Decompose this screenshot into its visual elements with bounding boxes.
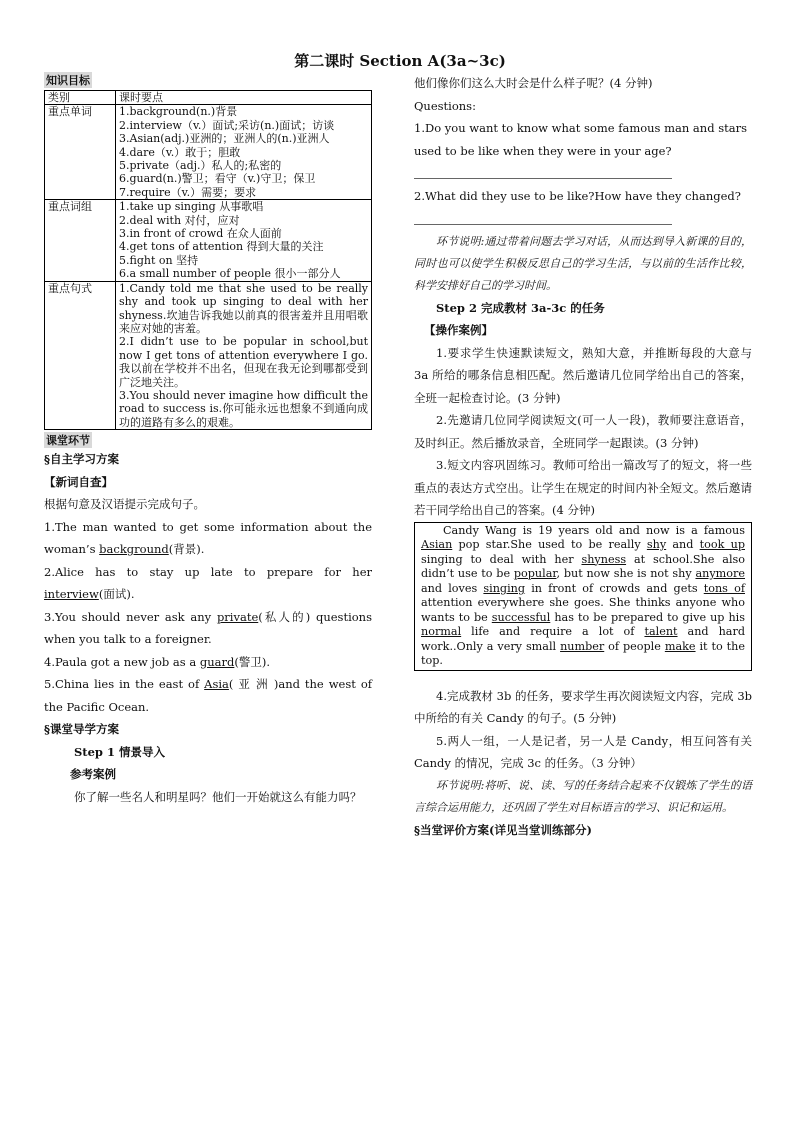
table-item: 3.in front of crowd 在众人面前 <box>119 227 282 241</box>
items-cell <box>116 200 372 281</box>
new-words-heading: 【新词自查】 <box>44 474 113 489</box>
category-cell: 重点词组 <box>45 200 116 281</box>
section-note-2: 环节说明:将听、说、读、写的任务结合起来不仅锻炼了学生的语言综合运用能力，还巩固了学生对目标语言的学习、识记和运用。 <box>414 778 752 814</box>
answer-word: Asia <box>204 677 229 692</box>
left-column <box>44 72 372 808</box>
header-category: 类别 <box>45 91 116 105</box>
ref-text: 你了解一些名人和明星吗？他们一开始就这么有能力吗？ <box>74 789 362 804</box>
step2-heading: Step 2 完成教材 3a-3c 的任务 <box>436 300 605 315</box>
sentence-1: 1.The man wanted to get some information about the woman’s background(背景). <box>44 519 372 557</box>
table-row <box>45 105 372 200</box>
right-column <box>414 72 752 841</box>
question-1: 1.Do you want to know what some famous man and stars used to be like when they were in your age? <box>414 121 747 158</box>
items-cell <box>116 281 372 429</box>
table-item: 6.guard(n.)警卫；看守（v.)守卫；保卫 <box>119 172 316 186</box>
table-item: 2.I didn’t use to be popular in school,but now I get tons of attention everywhere I go.我以前在学校并不出名，但现在我无论到哪都受到广泛地关注。 <box>119 335 368 389</box>
table-item: 2.interview（v.）面试;采访(n.)面试；访谈 <box>119 118 335 132</box>
ref-continued: 他们像你们这么大时会是什么样子呢？(4 分钟) <box>414 76 653 90</box>
table-item: 1.Candy told me that she used to be really shy and took up singing to deal with her shyness.坎迪告诉我她以前真的很害羞并且用唱歌来应对她的害羞。 <box>119 281 368 335</box>
step1-heading: Step 1 情景导入 <box>74 744 165 759</box>
table-item: 5.fight on 坚持 <box>119 253 199 267</box>
class-heading: 课堂环节 <box>46 434 90 448</box>
table-item: 2.deal with 对付，应对 <box>119 213 240 227</box>
instruction-text: 根据句意及汉语提示完成句子。 <box>44 497 205 512</box>
question-2: 2.What did they use to be like?How have they changed? <box>414 189 741 203</box>
answer-word: guard <box>199 654 235 669</box>
procedure-5: 5.两人一组，一人是记者，另一人是 Candy，相互问答有关 Candy 的情况，完成 3c 的任务。（3 分钟） <box>414 733 752 770</box>
procedure-4: 4.完成教材 3b 的任务，要求学生再次阅读短文内容，完成 3b 中所给的有关 Candy 的句子。(5 分钟) <box>414 688 752 725</box>
sentence-4: 4.Paula got a new job as a guard(警卫). <box>44 654 270 669</box>
answer-word: interview <box>44 587 99 602</box>
table-item: 3.You should never imagine how difficult the road to success is.你可能永远也想象不到通向成功的道路有多么的艰难。 <box>119 388 368 429</box>
passage-box: Candy Wang is 19 years old and now is a famous Asian pop star.She used to be really shy and took up singing to deal with her shyness at school.She also didn’t use to be popular, but now she is not shy anymore and loves singing in front of crowds and gets tons of attention everywhere she goes. She thinks anyone who wants to be successful has to be prepared to give up his normal life and require a lot of talent and hard work..Only a very small number of people make it to the top. <box>414 522 752 671</box>
table-item: 5.private（adj.）私人的;私密的 <box>119 159 282 173</box>
header-points: 课时要点 <box>116 91 372 105</box>
table-header-row <box>45 91 372 105</box>
table-row <box>45 200 372 281</box>
procedure-2: 2.先邀请几位同学阅读短文(可一人一段)，教师要注意语音，及时纠正。然后播放录音，全班同学一起跟读。(3 分钟) <box>414 413 752 450</box>
answer-word: background <box>99 542 169 557</box>
operation-heading: 【操作案例】 <box>424 323 493 337</box>
answer-word: private <box>216 609 259 624</box>
questions-label: Questions: <box>414 98 476 113</box>
table-item: 1.background(n.)背景 <box>119 105 238 119</box>
table-item: 4.dare（v.）敢于；胆敢 <box>119 145 241 159</box>
evaluation-heading: §当堂评价方案(详见当堂训练部分) <box>414 822 592 837</box>
section-note-1: 环节说明:通过带着问题去学习对话，从而达到导入新课的目的，同时也可以使学生积极反思自己的学习生活，与以前的生活作比较，科学安排好自己的学习时间。 <box>414 234 752 292</box>
ref-heading: 参考案例 <box>70 767 116 782</box>
items-cell <box>116 105 372 200</box>
procedure-3: 3.短文内容巩固练习。教师可给出一篇改写了的短文，将一些重点的表达方式空出。让学生在规定的时间内补全短文。然后邀请若干同学给出自己的答案。(4 分钟) <box>414 458 752 517</box>
answer-line <box>414 164 672 179</box>
category-cell: 重点句式 <box>45 281 116 429</box>
self-study-heading: §自主学习方案 <box>44 452 120 467</box>
sentence-5: 5.China lies in the east of Asia( 亚 洲 )and the west of the Pacific Ocean. <box>44 677 372 714</box>
sentence-3: 3.You should never ask any private(私人的) questions when you talk to a foreigner. <box>44 609 372 647</box>
table-item: 4.get tons of attention 得到大量的关注 <box>119 240 324 254</box>
table-item: 3.Asian(adj.)亚洲的；亚洲人的(n.)亚洲人 <box>119 132 330 146</box>
table-item: 1.take up singing 从事歌唱 <box>119 200 264 214</box>
answer-line <box>414 210 672 225</box>
table-row <box>45 281 372 429</box>
knowledge-table <box>44 90 372 430</box>
table-item: 7.require（v.）需要；要求 <box>119 185 257 199</box>
category-cell: 重点单词 <box>45 105 116 200</box>
page-title: 第二课时 Section A(3a~3c) <box>294 52 506 70</box>
sentence-2: 2.Alice has to stay up late to prepare for her interview(面试). <box>44 564 372 602</box>
table-item: 6.a small number of people 很小一部分人 <box>119 267 341 281</box>
goals-heading: 知识目标 <box>46 74 90 87</box>
procedure-1: 1.要求学生快速默读短文，熟知大意，并推断每段的大意与 3a 所给的哪条信息相匹配。然后邀请几位同学给出自己的答案，全班一起检查讨论。(3 分钟) <box>414 345 752 405</box>
guide-heading: §课堂导学方案 <box>44 722 120 737</box>
